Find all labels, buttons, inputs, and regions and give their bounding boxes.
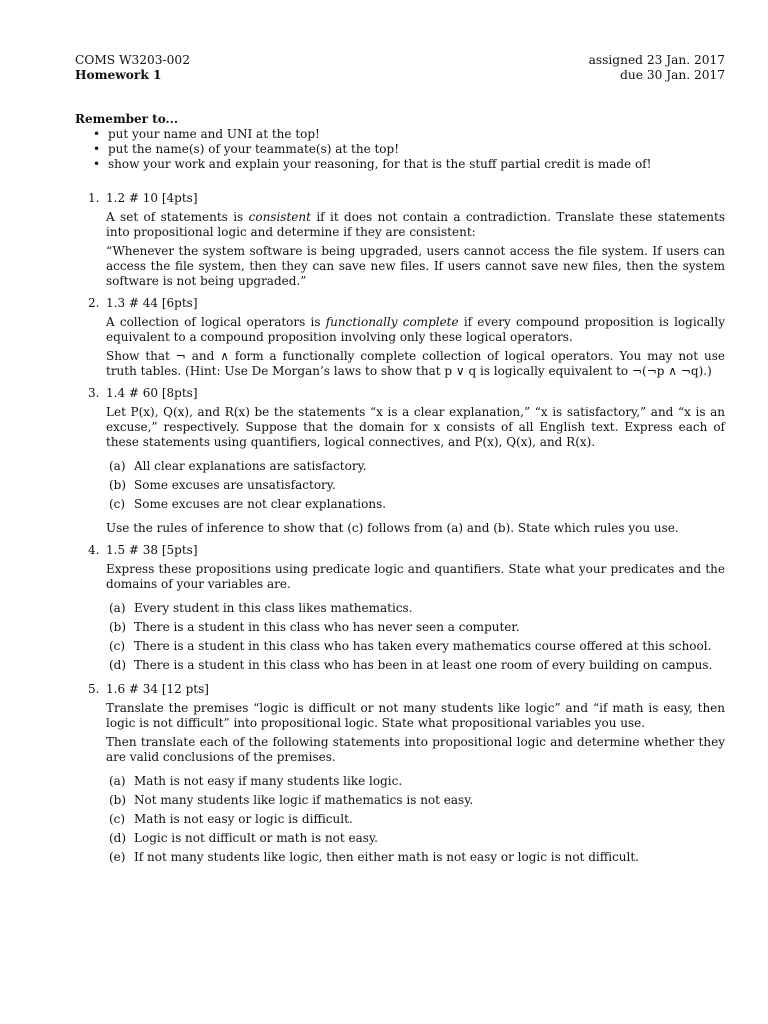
subpart-list [106, 459, 725, 512]
subpart-list [106, 601, 725, 673]
problem-heading: 1.3 # 44 [6pts] [106, 296, 198, 310]
list-item: (c) Math is not easy or logic is difficult. [109, 812, 353, 826]
problem-heading: 1.2 # 10 [4pts] [106, 191, 198, 205]
problem-5 [75, 682, 725, 865]
problem-4 [75, 543, 725, 673]
problem-number: 4. [88, 543, 100, 557]
problem-number: 1. [88, 191, 100, 205]
remember-section [75, 112, 725, 172]
course-code: COMS W3203-002 [75, 53, 190, 67]
list-item: (e) If not many students like logic, then either math is not easy or logic is not difficult. [109, 850, 639, 864]
problem-number: 2. [88, 296, 100, 310]
assigned-date: assigned 23 Jan. 2017 [588, 53, 725, 67]
list-item: (c) Some excuses are not clear explanations. [109, 497, 387, 511]
list-item: (a) Every student in this class likes mathematics. [109, 601, 413, 615]
bullet-icon: • [93, 157, 101, 171]
header-left [75, 53, 190, 83]
bullet-icon: • [93, 142, 101, 156]
problem-text: Show that ¬ and ∧ form a functionally complete collection of logical operators. You may not use truth tables. (Hint: Use De Morgan’s laws to show that p ∨ q is logically equivalent to ¬(¬p ∧ ¬q).) [106, 349, 725, 378]
problem-text: Express these propositions using predicate logic and quantifiers. State what your predicates and the domains of your variables are. [106, 562, 725, 591]
problem-quote: “Whenever the system software is being upgraded, users cannot access the file system. If users can access the file system, then they can save new files. If users cannot save new files, then the system software is not being upgraded.” [106, 244, 725, 288]
due-date: due 30 Jan. 2017 [620, 68, 725, 82]
problem-3 [75, 386, 725, 536]
problem-1 [75, 191, 725, 289]
problem-number: 5. [88, 682, 100, 696]
list-item: • put your name and UNI at the top! [93, 127, 320, 141]
problem-heading: 1.5 # 38 [5pts] [106, 543, 198, 557]
problem-list [75, 191, 725, 865]
remember-list [75, 127, 725, 172]
problem-text: A set of statements is consistent if it does not contain a contradiction. Translate these statements into propositional logic and determine if they are consistent: [106, 210, 726, 239]
remember-title: Remember to... [75, 112, 179, 126]
problem-text: Let P(x), Q(x), and R(x) be the statements “x is a clear explanation,” “x is satisfactory,” and “x is an excuse,” respectively. Suppose that the domain for x consists of all English text. Express each of these statements using quantifiers, logical connectives, and P(x), Q(x), and R(x). [106, 405, 725, 449]
problem-text: Then translate each of the following statements into propositional logic and determine whether they are valid conclusions of the premises. [106, 735, 725, 764]
list-item: (d) Logic is not difficult or math is not easy. [109, 831, 378, 845]
list-item: (a) Math is not easy if many students like logic. [109, 774, 403, 788]
list-item: (b) There is a student in this class who has never seen a computer. [109, 620, 520, 634]
list-item: (d) There is a student in this class who has been in at least one room of every building on campus. [109, 658, 713, 672]
list-item: • show your work and explain your reasoning, for that is the stuff partial credit is made of! [93, 157, 652, 171]
subpart-list [106, 774, 725, 865]
problem-2 [75, 296, 725, 379]
problem-text: Translate the premises “logic is difficult or not many students like logic” and “if math is easy, then logic is not difficult” into propositional logic. State what propositional variables you use. [106, 701, 725, 730]
homework-title: Homework 1 [75, 68, 162, 82]
problem-number: 3. [88, 386, 100, 400]
problem-heading: 1.4 # 60 [8pts] [106, 386, 198, 400]
problem-text: A collection of logical operators is functionally complete if every compound proposition is logically equivalent to a compound proposition involving only these logical operators. [106, 315, 726, 344]
list-item: • put the name(s) of your teammate(s) at the top! [93, 142, 400, 156]
list-item: (b) Some excuses are unsatisfactory. [109, 478, 336, 492]
header-right [589, 53, 725, 83]
list-item: (b) Not many students like logic if mathematics is not easy. [109, 793, 474, 807]
problem-heading: 1.6 # 34 [12 pts] [106, 682, 209, 696]
problem-text: Use the rules of inference to show that (c) follows from (a) and (b). State which rules you use. [106, 521, 679, 535]
list-item: (c) There is a student in this class who has taken every mathematics course offered at this school. [109, 639, 712, 653]
bullet-icon: • [93, 127, 101, 141]
main-content [75, 112, 725, 874]
list-item: (a) All clear explanations are satisfactory. [109, 459, 367, 473]
